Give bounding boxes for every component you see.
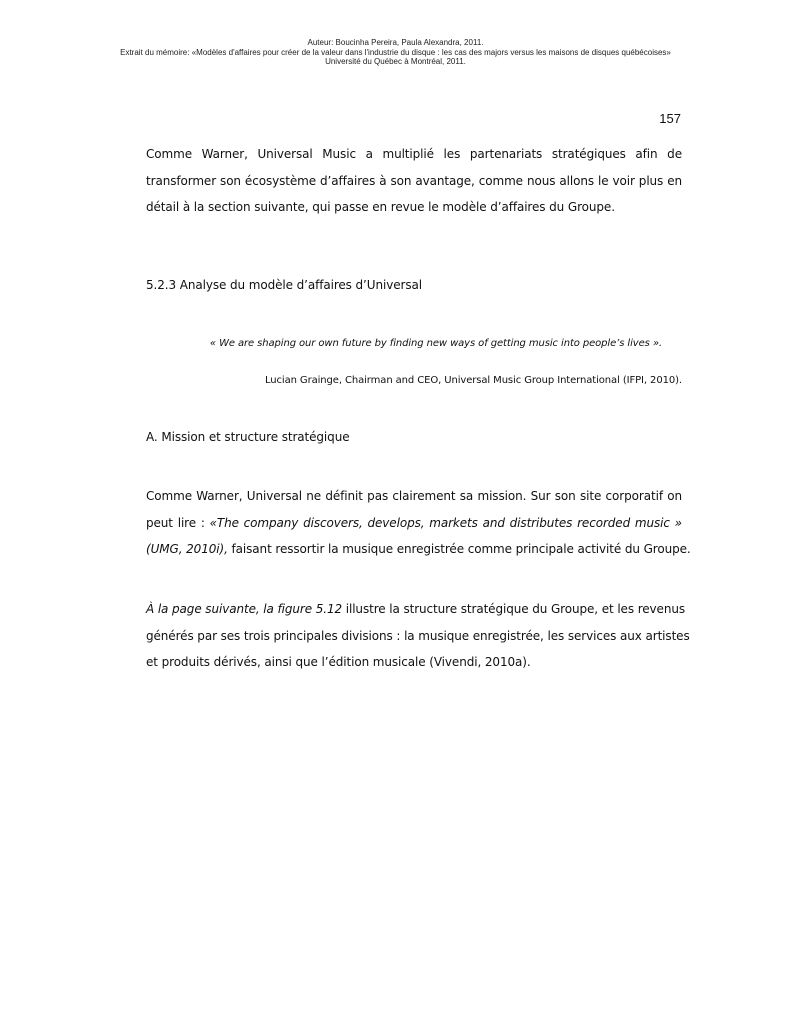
section-heading: 5.2.3 Analyse du modèle d’affaires d’Universal xyxy=(146,278,422,292)
paragraph-line: Comme Warner, Universal ne définit pas clairement sa mission. Sur son site corporatif on xyxy=(146,489,682,503)
figure-reference-italic: À la page suivante, la figure 5.12 xyxy=(146,602,343,616)
header-excerpt: Extrait du mémoire: «Modèles d'affaires pour créer de la valeur dans l'industrie du disque : les cas des majors versus les maisons de disques québécoises» xyxy=(120,47,671,57)
paragraph-line: détail à la section suivante, qui passe en revue le modèle d’affaires du Groupe. xyxy=(146,200,615,214)
citation-italic: (UMG, 2010i), xyxy=(146,542,228,556)
epigraph-quote: « We are shaping our own future by finding new ways of getting music into people’s lives ». xyxy=(209,338,662,349)
paragraph-line: générés par ses trois principales divisions : la musique enregistrée, les services aux artistes xyxy=(146,628,690,643)
paragraph-line xyxy=(146,510,682,537)
epigraph-attribution: Lucian Grainge, Chairman and CEO, Universal Music Group International (IFPI, 2010). xyxy=(264,375,682,386)
paragraph-figure-reference xyxy=(146,596,690,676)
subsection-heading: A. Mission et structure stratégique xyxy=(146,430,350,444)
document-header xyxy=(0,38,791,67)
paragraph-line: transformer son écosystème d’affaires à son avantage, comme nous allons le voir plus en xyxy=(146,173,682,188)
page-number: 157 xyxy=(659,111,681,126)
header-author: Auteur: Boucinha Pereira, Paula Alexandra, 2011. xyxy=(307,38,484,47)
quoted-text-italic: «The company discovers, develops, markets and distributes recorded music » xyxy=(209,515,682,530)
paragraph-line xyxy=(146,536,691,563)
text-plain: illustre la structure stratégique du Groupe, et les revenus xyxy=(342,602,686,616)
header-university: Université du Québec à Montréal, 2011. xyxy=(325,57,466,66)
paragraph-line: et produits dérivés, ainsi que l’édition musicale (Vivendi, 2010a). xyxy=(146,655,531,669)
text-plain: faisant ressortir la musique enregistrée comme principale activité du Groupe. xyxy=(227,542,691,556)
paragraph-line xyxy=(146,596,686,623)
text-plain: peut lire : xyxy=(146,515,210,530)
paragraph-line: Comme Warner, Universal Music a multiplié les partenariats stratégiques afin de xyxy=(146,147,682,161)
paragraph-intro xyxy=(146,141,682,221)
paragraph-mission xyxy=(146,483,691,563)
